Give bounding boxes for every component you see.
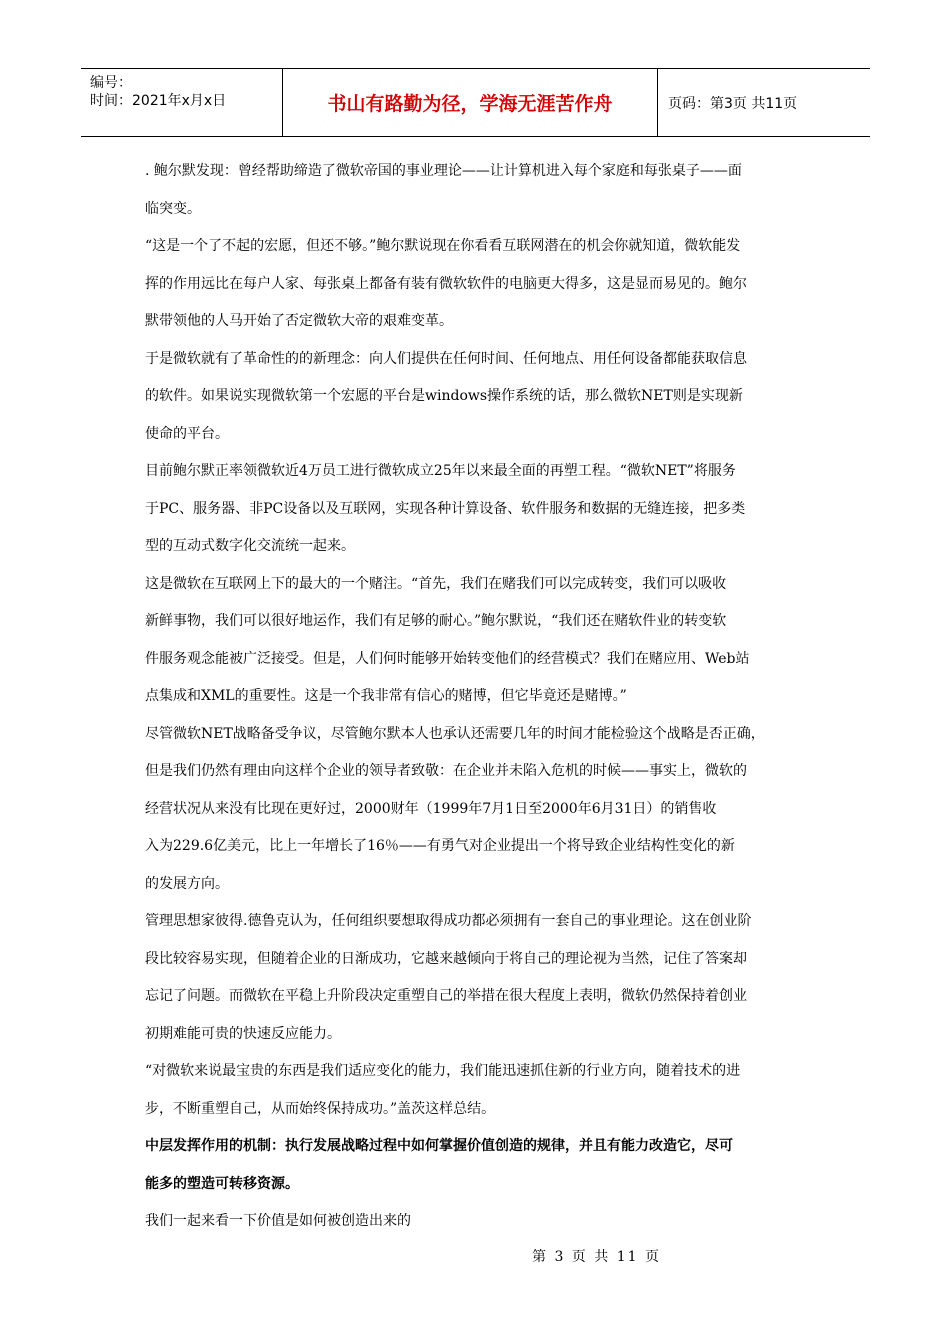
text-line: 尽管微软NET战略备受争议，尽管鲍尔默本人也承认还需要几年的时间才能检验这个战略是否正确， (145, 725, 765, 742)
body-text (145, 153, 813, 1241)
text-line: “对微软来说最宝贵的东西是我们适应变化的能力，我们能迅速抓住新的行业方向，随着技术的进 (145, 1063, 741, 1079)
text-line: 经营状况从来没有比现在更好过，2000财年（1999年7月1日至2000年6月31日）的销售收 (145, 800, 717, 817)
text-line: 使命的平台。 (145, 425, 229, 442)
time-label: 时间：2021年x月x日 (90, 93, 227, 109)
text-line: 新鲜事物，我们可以很好地运作，我们有足够的耐心。”鲍尔默说，“我们还在赌软件业的转变软 (145, 613, 727, 629)
text-line: 目前鲍尔默正率领微软近4万员工进行微软成立25年以来最全面的再塑工程。“微软NET”将服务 (145, 463, 736, 479)
bold-text-line: 能多的塑造可转移资源。 (145, 1175, 299, 1192)
number-label: 编号： (90, 75, 132, 91)
page-footer (0, 1246, 950, 1266)
text-line: 件服务观念能被广泛接受。但是，人们何时能够开始转变他们的经营模式？我们在赌应用、Web站 (145, 650, 750, 667)
header-motto: 书山有路勤为径，学海无涯苦作舟 (283, 69, 658, 136)
bold-text-line: 中层发挥作用的机制：执行发展战略过程中如何掌握价值创造的规律，并且有能力改造它，尽可 (145, 1138, 733, 1154)
text-line: 段比较容易实现，但随着企业的日渐成功，它越来越倾向于将自己的理论视为当然，记住了答案却 (145, 950, 747, 967)
text-line: 但是我们仍然有理由向这样个企业的领导者致敬：在企业并未陷入危机的时候——事实上，微软的 (145, 763, 747, 779)
text-line: 于PC、服务器、非PC设备以及互联网，实现各种计算设备、软件服务和数据的无缝连接，把多类 (145, 500, 746, 517)
text-line: 点集成和XML的重要性。这是一个我非常有信心的赌博，但它毕竟还是赌博。” (145, 688, 627, 704)
header-page-label: 页码：第3页 共11页 (668, 95, 798, 112)
text-line: 临突变。 (145, 200, 201, 217)
text-line: 于是微软就有了革命性的的新理念：向人们提供在任何时间、任何地点、用任何设备都能获取信息 (145, 350, 747, 367)
text-line: 入为229.6亿美元，比上一年增长了16％——有勇气对企业提出一个将导致企业结构性变化的新 (145, 838, 735, 854)
text-line: . 鲍尔默发现：曾经帮助缔造了微软帝国的事业理论——让计算机进入每个家庭和每张桌子——面 (145, 163, 742, 179)
text-line: 的发展方向。 (145, 875, 229, 892)
page-header (81, 68, 870, 137)
text-line: “这是一个了不起的宏愿，但还不够。”鲍尔默说现在你看看互联网潜在的机会你就知道，微软能发 (145, 238, 741, 254)
text-line: 初期难能可贵的快速反应能力。 (145, 1025, 341, 1042)
text-line: 的软件。如果说实现微软第一个宏愿的平台是windows操作系统的话，那么微软NET则是实现新 (145, 388, 743, 404)
text-line: 型的互动式数字化交流统一起来。 (145, 538, 355, 554)
text-line: 忘记了问题。而微软在平稳上升阶段决定重塑自己的举措在很大程度上表明，微软仍然保持着创业 (145, 988, 747, 1004)
text-line: 管理思想家彼得.德鲁克认为，任何组织要想取得成功都必须拥有一套自己的事业理论。这在创业阶 (145, 913, 752, 929)
footer-page-number: 第 3 页 共 11 页 (532, 1249, 661, 1265)
text-line: 这是微软在互联网上下的最大的一个赌注。“首先，我们在赌我们可以完成转变，我们可以吸收 (145, 575, 727, 592)
text-line: 默带领他的人马开始了否定微软大帝的艰难变革。 (145, 313, 453, 329)
closing-line: 我们一起来看一下价值是如何被创造出来的 (145, 1213, 411, 1229)
text-line: 步，不断重塑自己，从而始终保持成功。”盖茨这样总结。 (145, 1100, 496, 1117)
text-line: 挥的作用远比在每户人家、每张桌上都备有装有微软软件的电脑更大得多，这是显而易见的。鲍尔 (145, 275, 747, 292)
header-meta-cell (81, 69, 283, 136)
